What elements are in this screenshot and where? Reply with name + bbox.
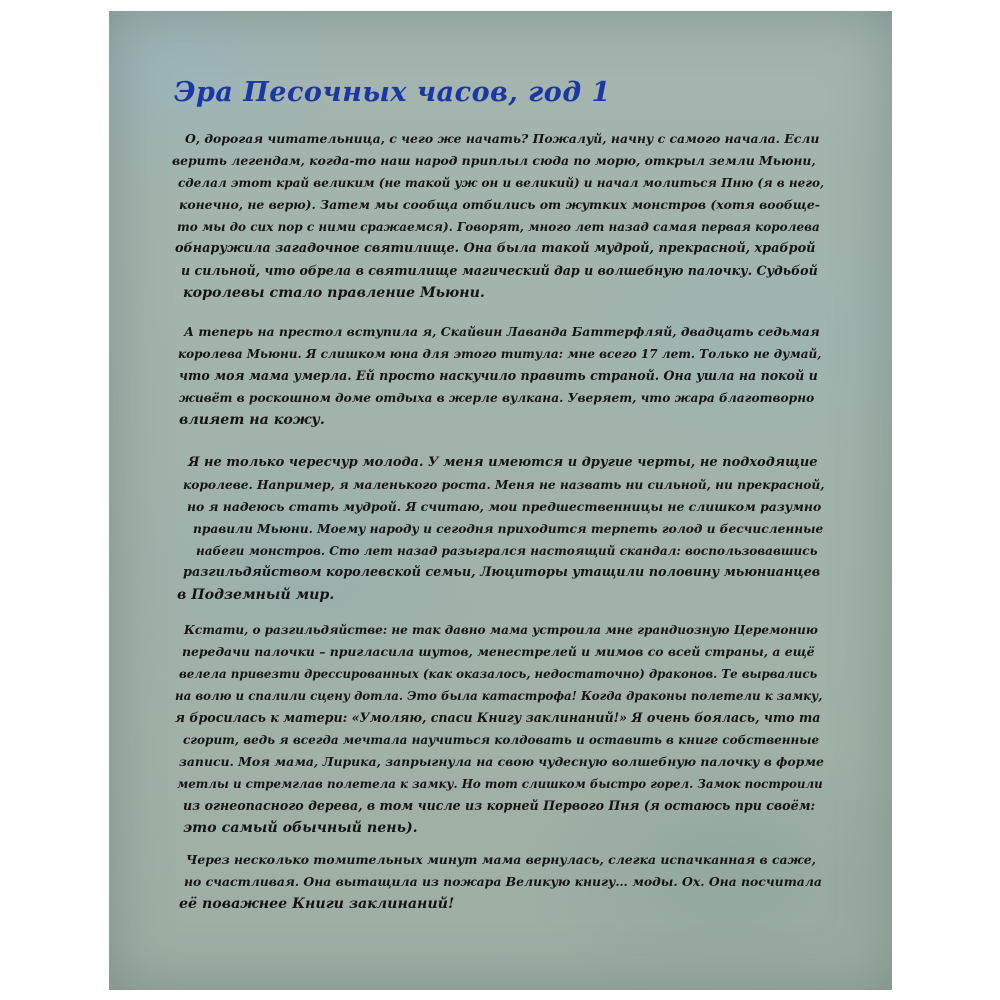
text-line: Через несколько томительных минут мама вернулась, слегка испачканная в саже, bbox=[186, 852, 816, 867]
text-line: живёт в роскошном доме отдыха в жерле вулкана. Уверяет, что жара благотворно bbox=[179, 391, 815, 405]
text-line: королева Мьюни. Я слишком юна для этого титула: мне всего 17 лет. Только не думай, bbox=[178, 347, 822, 361]
text-line: сделал этот край великим (не такой уж он и великий) и начал молиться Пню (я в него, bbox=[178, 176, 824, 190]
text-line: но счастливая. Она вытащила из пожара Великую книгу… моды. Ох. Она посчитала bbox=[184, 874, 822, 889]
text-line: набеги монстров. Сто лет назад разыгрался настоящий скандал: воспользовавшись bbox=[196, 544, 818, 558]
text-line: но я надеюсь стать мудрой. Я считаю, мои предшественницы не слишком разумно bbox=[187, 499, 822, 514]
text-line: королеве. Например, я маленького роста. Меня не назвать ни сильной, ни прекрасной, bbox=[183, 478, 824, 492]
text-line: записи. Моя мама, Лирика, запрыгнула на свою чудесную волшебную палочку в форме bbox=[179, 754, 824, 769]
text-line: это самый обычный пень). bbox=[183, 820, 418, 836]
text-line: О, дорогая читательница, с чего же начать? Пожалуй, начну с самого начала. Если bbox=[185, 131, 820, 146]
paragraph-1 bbox=[169, 128, 824, 304]
book-page bbox=[109, 11, 892, 990]
text-line: королевы стало правление Мьюни. bbox=[183, 285, 485, 301]
text-line: влияет на кожу. bbox=[179, 412, 325, 428]
text-line: что моя мама умерла. Ей просто наскучило править страной. Она ушла на покой и bbox=[179, 368, 818, 383]
text-line: в Подземный мир. bbox=[177, 587, 335, 603]
text-line: из огнеопасного дерева, в том числе из корней Первого Пня (я остаюсь при своём: bbox=[183, 798, 816, 813]
text-line: то мы до сих пор с ними сражаемся). Говорят, много лет назад самая первая королева bbox=[177, 220, 820, 234]
text-line: конечно, не верю). Затем мы сообща отбились от жутких монстров (хотя вообще- bbox=[179, 197, 820, 212]
text-line: верить легендам, когда-то наш народ приплыл сюда по морю, открыл земли Мьюни, bbox=[172, 153, 816, 168]
text-line: обнаружила загадочное святилище. Она была такой мудрой, прекрасной, храброй bbox=[175, 241, 816, 256]
text-line: я бросилась к матери: «Умоляю, спаси Книгу заклинаний!» Я очень боялась, что та bbox=[175, 710, 821, 725]
paragraph-4 bbox=[169, 619, 824, 839]
text-line: А теперь на престол вступила я, Скайвин Лаванда Баттерфляй, двадцать седьмая bbox=[184, 324, 820, 339]
text-line: её поважнее Книги заклинаний! bbox=[179, 896, 455, 912]
text-line: разгильдяйством королевской семьи, Люциторы утащили половину мьюнианцев bbox=[183, 565, 821, 580]
text-line: Я не только чересчур молода. У меня имеются и другие черты, не подходящие bbox=[188, 455, 818, 470]
text-line: сгорит, ведь я всегда мечтала научиться колдовать и оставить в книге собственные bbox=[183, 733, 820, 747]
text-line: метлы и стремглав полетела к замку. Но тот слишком быстро горел. Замок построили bbox=[177, 777, 823, 791]
text-line: Кстати, о разгильдяйстве: не так давно мама устроила мне грандиозную Церемонию bbox=[184, 623, 818, 637]
text-line: правили Мьюни. Моему народу и сегодня приходится терпеть голод и бесчисленные bbox=[193, 522, 824, 536]
text-line: и сильной, что обрела в святилище магический дар и волшебную палочку. Судьбой bbox=[181, 263, 818, 278]
chapter-title: Эра Песочных часов, год 1 bbox=[174, 77, 611, 108]
text-line: велела привезти дрессированных (как оказалось, недостаточно) драконов. Те вырвались bbox=[179, 667, 818, 681]
text-line: на волю и спалили сцену дотла. Это была катастрофа! Когда драконы полетели к замку, bbox=[175, 689, 823, 703]
paragraph-5 bbox=[169, 849, 824, 915]
paragraph-3 bbox=[169, 452, 824, 606]
text-line: передачи палочки – пригласила шутов, менестрелей и мимов со всей страны, а ещё bbox=[182, 644, 815, 659]
paragraph-2 bbox=[169, 321, 824, 431]
